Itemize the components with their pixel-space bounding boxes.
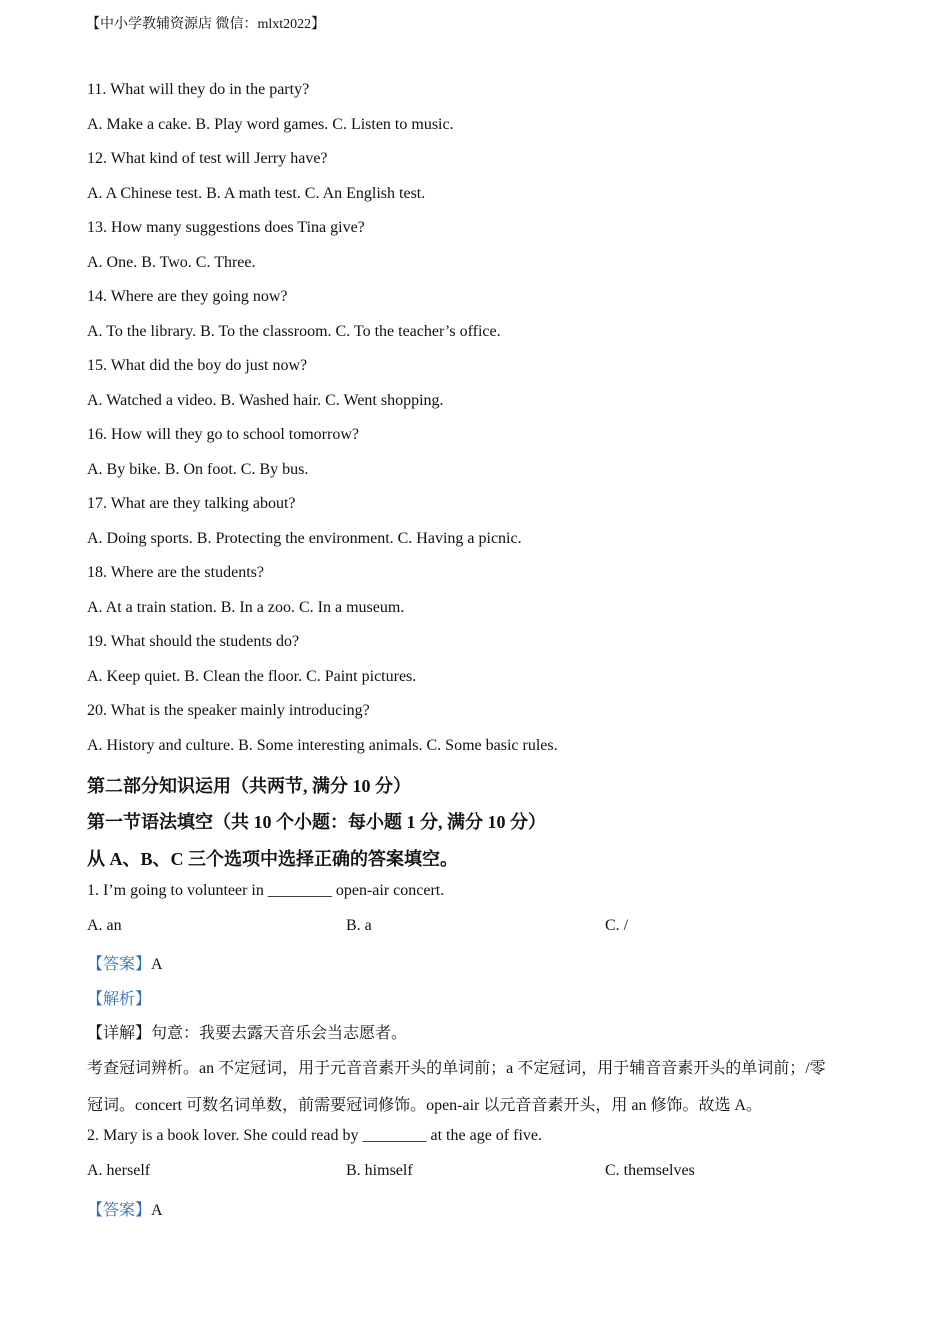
part2-title: 第二部分知识运用（共两节, 满分 10 分） — [87, 776, 411, 796]
question-text: 14. Where are they going now? — [87, 288, 288, 305]
header-watermark: 【中小学教辅资源店 微信：mlxt2022】 — [86, 17, 326, 32]
question-text: 12. What kind of test will Jerry have? — [87, 150, 328, 167]
section1-title: 第一节语法填空（共 10 个小题：每小题 1 分, 满分 10 分） — [87, 812, 546, 832]
question-options: A. To the library. B. To the classroom. C. To the teacher’s office. — [87, 322, 501, 340]
item1-explanation-line2: 冠词。concert 可数名词单数，前需要冠词修饰。open-air 以元音音素开头，用 an 修饰。故选 A。 — [87, 1097, 763, 1114]
question-options: A. Make a cake. B. Play word games. C. Listen to music. — [87, 115, 454, 133]
question-text: 19. What should the students do? — [87, 633, 300, 650]
item2-option-a: A. herself — [87, 1162, 151, 1179]
item2-question: 2. Mary is a book lover. She could read by ________ at the age of five. — [87, 1127, 542, 1144]
item2-answer — [87, 1197, 163, 1220]
answer-value: A — [151, 956, 163, 973]
item1-explanation-line1: 考查冠词辨析。an 不定冠词，用于元音音素开头的单词前；a 不定冠词，用于辅音音素开头的单词前；/零 — [87, 1060, 826, 1077]
answer-label: 【答案】 — [87, 956, 152, 973]
item1-detail: 【详解】句意：我要去露天音乐会当志愿者。 — [87, 1025, 408, 1042]
question-options: A. At a train station. B. In a zoo. C. In a museum. — [87, 598, 405, 616]
question-options: A. Keep quiet. B. Clean the floor. C. Paint pictures. — [87, 667, 417, 685]
question-text: 11. What will they do in the party? — [87, 81, 310, 98]
question-options: A. A Chinese test. B. A math test. C. An English test. — [87, 184, 426, 202]
answer-value: A — [151, 1202, 163, 1219]
question-text: 17. What are they talking about? — [87, 495, 296, 512]
question-text: 16. How will they go to school tomorrow? — [87, 426, 359, 443]
item2-option-b: B. himself — [346, 1162, 413, 1179]
question-text: 15. What did the boy do just now? — [87, 357, 308, 374]
question-options: A. History and culture. B. Some interesting animals. C. Some basic rules. — [87, 736, 558, 754]
question-text: 20. What is the speaker mainly introducing? — [87, 702, 370, 719]
item1-option-a: A. an — [87, 917, 122, 934]
question-options: A. Doing sports. B. Protecting the environment. C. Having a picnic. — [87, 529, 522, 547]
item1-option-b: B. a — [346, 917, 372, 934]
item1-option-c: C. / — [605, 917, 629, 934]
item1-analysis-label: 【解析】 — [87, 991, 152, 1008]
section1-instruction: 从 A、B、C 三个选项中选择正确的答案填空。 — [87, 849, 459, 869]
item1-question: 1. I’m going to volunteer in ________ open-air concert. — [87, 882, 445, 899]
question-options: A. By bike. B. On foot. C. By bus. — [87, 460, 309, 478]
question-text: 18. Where are the students? — [87, 564, 264, 581]
answer-label: 【答案】 — [87, 1202, 152, 1219]
question-options: A. One. B. Two. C. Three. — [87, 253, 256, 271]
question-text: 13. How many suggestions does Tina give? — [87, 219, 365, 236]
item2-option-c: C. themselves — [605, 1162, 695, 1179]
question-options: A. Watched a video. B. Washed hair. C. Went shopping. — [87, 391, 444, 409]
item1-answer — [87, 951, 163, 974]
